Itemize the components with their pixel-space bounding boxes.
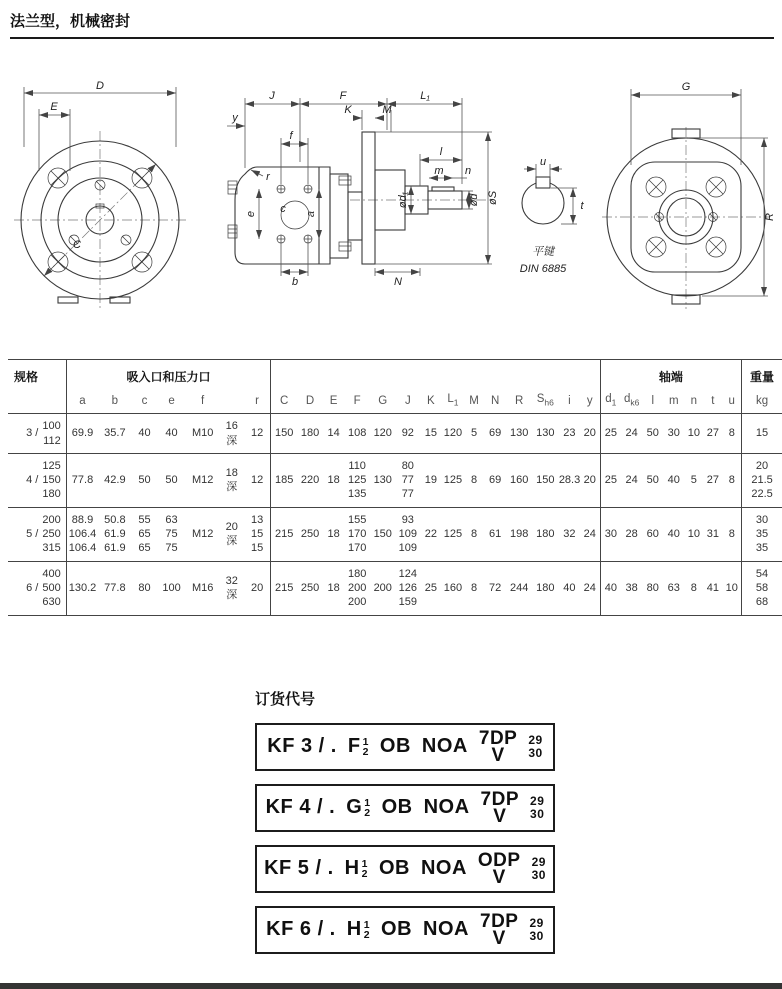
dim-label-C: C bbox=[73, 239, 81, 251]
table-cell: 40 bbox=[138, 427, 151, 440]
spec-sizes: 100 112 bbox=[42, 420, 61, 447]
table-cell: 50 bbox=[138, 474, 151, 487]
dim-label-t: t bbox=[580, 200, 584, 212]
fraction-numerator: 1 bbox=[361, 857, 368, 870]
table-cell: 50.8 61.9 61.9 bbox=[104, 513, 126, 555]
dim-label-c: c bbox=[280, 203, 286, 215]
table-row bbox=[8, 561, 782, 615]
order-section bbox=[255, 688, 782, 954]
table-cell: 27 bbox=[706, 474, 720, 487]
table-header: K bbox=[427, 395, 435, 408]
table-cell: 40 bbox=[165, 427, 178, 440]
table-cell: 215 bbox=[275, 581, 294, 594]
table-cell: 24 bbox=[625, 474, 638, 487]
rear-centerlines bbox=[602, 127, 770, 309]
table-cell: 19 bbox=[424, 474, 438, 487]
dim-label-K: K bbox=[344, 104, 352, 116]
table-cell: 8 bbox=[690, 581, 697, 594]
table-cell: 24 bbox=[580, 507, 600, 561]
table-cell: 160 bbox=[443, 581, 463, 594]
technical-drawings bbox=[0, 39, 782, 339]
table-cell: 180 bbox=[300, 427, 320, 440]
number-bottom: 30 bbox=[528, 745, 543, 760]
table-cell: M12 bbox=[191, 474, 214, 487]
table-cell: 16 深 bbox=[225, 420, 238, 447]
dim-label-L1: L₁ bbox=[420, 90, 430, 102]
stack-top: 7DP bbox=[478, 727, 518, 749]
fraction-numerator: 1 bbox=[364, 796, 371, 809]
table-cell: 14 bbox=[327, 427, 340, 440]
spec-prefix: 3 / bbox=[26, 427, 39, 440]
table-header: u bbox=[722, 391, 741, 414]
table-cell: 20 21.5 22.5 bbox=[751, 459, 773, 501]
table-cell: 8 bbox=[722, 453, 741, 507]
order-code-letter: H bbox=[346, 918, 362, 941]
table-header bbox=[271, 360, 600, 392]
table-cell: 63 bbox=[667, 581, 680, 594]
table-cell: 40 bbox=[667, 528, 680, 541]
table-cell: M12 bbox=[191, 528, 214, 541]
spec-sizes: 125 150 180 bbox=[42, 459, 61, 501]
table-header: E bbox=[329, 395, 338, 408]
number-top: 29 bbox=[531, 854, 546, 869]
table-cell: 41 bbox=[706, 581, 720, 594]
page-footer-bar bbox=[0, 983, 782, 989]
table-row bbox=[8, 507, 782, 561]
table-header: C bbox=[280, 395, 289, 408]
order-code-fraction bbox=[362, 859, 368, 879]
key-caption-line1: 平键 bbox=[532, 246, 554, 258]
dim-label-y: y bbox=[232, 112, 238, 124]
spec-prefix: 4 / bbox=[26, 474, 39, 487]
table-cell: 12 bbox=[244, 453, 271, 507]
table-cell: 120 bbox=[443, 427, 463, 440]
table-cell: 250 bbox=[300, 528, 320, 541]
order-code-valve-stack bbox=[480, 910, 519, 949]
table-cell: 20 bbox=[580, 414, 600, 454]
dim-label-e: e bbox=[245, 210, 257, 218]
order-code-box bbox=[255, 723, 555, 771]
table-cell: 120 bbox=[373, 427, 392, 440]
table-cell: 150 bbox=[373, 528, 392, 541]
stack-top: 7DP bbox=[480, 788, 520, 810]
table-cell: 25 bbox=[424, 581, 438, 594]
dim-label-R: R bbox=[764, 213, 776, 221]
table-cell: 180 bbox=[536, 528, 555, 541]
rear-view-drawing bbox=[598, 65, 780, 313]
table-cell: 69 bbox=[488, 427, 502, 440]
table-header: $d_{k6}$ bbox=[623, 393, 640, 408]
order-code-bearing: NOA bbox=[420, 857, 467, 880]
table-cell: 108 bbox=[347, 427, 367, 440]
dim-label-E: E bbox=[50, 101, 58, 113]
centerlines bbox=[14, 131, 188, 309]
order-code-prefix: KF 4 / . bbox=[265, 796, 336, 819]
table-cell: 8 bbox=[470, 581, 478, 594]
stack-bottom: V bbox=[492, 866, 506, 888]
table-cell: 180 bbox=[536, 581, 555, 594]
fraction-denominator: 2 bbox=[364, 806, 371, 819]
table-cell: 50 bbox=[165, 474, 178, 487]
table-header: 轴端 bbox=[600, 360, 742, 392]
order-code-letter: G bbox=[346, 796, 363, 819]
table-cell: M16 bbox=[191, 581, 214, 594]
table-header: n bbox=[690, 395, 698, 408]
table-cell: 23 bbox=[563, 427, 576, 440]
table-header: G bbox=[378, 395, 388, 408]
table-cell: 25 bbox=[604, 427, 617, 440]
table-cell: 63 75 75 bbox=[165, 513, 178, 555]
table-cell: 12 bbox=[244, 414, 271, 454]
table-header: N bbox=[490, 395, 500, 408]
table-cell: 35.7 bbox=[104, 427, 126, 440]
table-header: f bbox=[201, 395, 205, 408]
number-top: 29 bbox=[529, 915, 544, 930]
table-cell: 25 bbox=[604, 474, 617, 487]
table-header: t bbox=[711, 395, 715, 408]
table-header: 规格 bbox=[8, 360, 66, 414]
stack-bottom: V bbox=[491, 744, 505, 766]
table-cell: 40 bbox=[604, 581, 617, 594]
table-row bbox=[8, 453, 782, 507]
table-cell: 77.8 bbox=[71, 474, 94, 487]
table-cell: 150 bbox=[536, 474, 555, 487]
table-cell: 28.3 bbox=[558, 474, 581, 487]
table-header: y bbox=[580, 391, 600, 414]
table-cell: 55 65 65 bbox=[138, 513, 151, 555]
table-cell: 32 bbox=[563, 528, 576, 541]
number-bottom: 30 bbox=[530, 806, 545, 821]
table-cell: 80 bbox=[138, 581, 151, 594]
table-cell: 8 bbox=[470, 474, 478, 487]
order-code-box bbox=[255, 845, 555, 893]
table-cell: 15 bbox=[755, 427, 769, 440]
order-codes-heading: 订货代号 bbox=[255, 690, 316, 708]
page-title: 法兰型，机械密封 bbox=[10, 10, 774, 39]
key-dimensions bbox=[520, 156, 585, 275]
table-cell: 15 bbox=[424, 427, 438, 440]
table-cell: 61 bbox=[488, 528, 502, 541]
table-header: 重量 bbox=[750, 370, 775, 384]
order-code-valve-stack bbox=[480, 788, 520, 827]
table-cell: 30 bbox=[604, 528, 617, 541]
table-cell: 124 126 159 bbox=[398, 567, 417, 609]
table-header: b bbox=[111, 395, 119, 408]
table-cell: 50 bbox=[646, 427, 659, 440]
order-code-letter: H bbox=[344, 857, 360, 880]
stack-top: ODP bbox=[477, 849, 521, 871]
table-cell: 130 bbox=[373, 474, 392, 487]
table-cell: 130 bbox=[510, 427, 529, 440]
table-cell: 69.9 bbox=[71, 427, 94, 440]
dim-label-M: M bbox=[382, 104, 392, 116]
spec-cell bbox=[8, 561, 66, 615]
number-bottom: 30 bbox=[529, 928, 544, 943]
table-cell: 150 bbox=[275, 427, 294, 440]
table-cell: 250 bbox=[300, 581, 320, 594]
dim-label-S: øS bbox=[487, 190, 499, 206]
number-top: 29 bbox=[530, 793, 545, 808]
spec-prefix: 5 / bbox=[26, 528, 39, 541]
table-cell: 5 bbox=[470, 427, 478, 440]
table-cell: 18 深 bbox=[225, 467, 238, 494]
table-cell: 200 bbox=[373, 581, 392, 594]
spec-sizes: 200 250 315 bbox=[42, 513, 61, 555]
fraction-denominator: 2 bbox=[361, 867, 368, 880]
dim-label-d: ød bbox=[468, 193, 480, 207]
order-code-letter: F bbox=[347, 735, 361, 758]
fraction-numerator: 1 bbox=[362, 735, 369, 748]
front-view-drawing bbox=[6, 65, 201, 313]
table-header: l bbox=[651, 395, 654, 408]
order-code-fraction bbox=[364, 920, 370, 940]
table-cell: 69 bbox=[488, 474, 502, 487]
table-cell: 100 bbox=[162, 581, 181, 594]
table-header: i bbox=[568, 395, 571, 408]
side-dimensions bbox=[227, 90, 499, 288]
dim-label-F: F bbox=[339, 90, 347, 102]
table-header: R bbox=[515, 395, 524, 408]
order-code-numbers bbox=[529, 917, 543, 943]
table-cell: 20 深 bbox=[225, 520, 238, 548]
table-cell: 244 bbox=[510, 581, 529, 594]
key-shape bbox=[522, 177, 564, 224]
order-code-bearing: NOA bbox=[423, 796, 470, 819]
table-cell: 24 bbox=[580, 561, 600, 615]
table-cell: 220 bbox=[300, 474, 320, 487]
order-code-list bbox=[255, 723, 782, 954]
table-header: D bbox=[305, 395, 315, 408]
table-cell: 88.9 106.4 106.4 bbox=[68, 513, 97, 555]
table-header: c bbox=[141, 395, 148, 408]
table-cell: 10 bbox=[687, 528, 700, 541]
table-cell: 8 bbox=[470, 528, 478, 541]
order-code-numbers bbox=[532, 856, 546, 882]
dim-label-u: u bbox=[539, 156, 547, 168]
fraction-denominator: 2 bbox=[363, 928, 371, 941]
table-header: a bbox=[79, 395, 86, 408]
number-bottom: 30 bbox=[531, 867, 546, 882]
side-view-drawing bbox=[215, 82, 505, 300]
order-code-box bbox=[255, 906, 555, 954]
table-cell: 185 bbox=[275, 474, 294, 487]
table-cell: 50 bbox=[646, 474, 659, 487]
table-cell: 54 58 68 bbox=[755, 567, 769, 609]
order-code-size-group bbox=[348, 735, 369, 758]
rear-dimensions bbox=[631, 81, 776, 296]
order-code-fraction bbox=[364, 798, 370, 818]
table-cell: 10 bbox=[687, 427, 700, 440]
table-cell: 130 bbox=[536, 427, 555, 440]
stack-bottom: V bbox=[492, 927, 506, 949]
dim-label-G: G bbox=[681, 81, 691, 93]
order-code-seal: OB bbox=[379, 735, 411, 758]
dim-label-d1: ød₁ bbox=[397, 191, 409, 209]
table-cell: 10 bbox=[722, 561, 741, 615]
order-code-numbers bbox=[530, 795, 544, 821]
table-cell: 31 bbox=[706, 528, 720, 541]
stack-bottom: V bbox=[493, 805, 507, 827]
order-code-fraction bbox=[363, 737, 369, 757]
table-cell: 60 bbox=[646, 528, 659, 541]
number-top: 29 bbox=[528, 732, 543, 747]
table-header: 吸入口和压力口 bbox=[66, 360, 271, 392]
table-cell: 77.8 bbox=[104, 581, 126, 594]
table-header: $d_1$ bbox=[605, 393, 617, 408]
dim-label-r: r bbox=[266, 171, 270, 183]
table-cell: 20 bbox=[244, 561, 271, 615]
order-code-size-group bbox=[345, 857, 368, 880]
order-code-valve-stack bbox=[477, 849, 521, 888]
table-cell: M10 bbox=[191, 427, 214, 440]
spec-sizes: 400 500 630 bbox=[42, 567, 61, 609]
table-cell: 40 bbox=[563, 581, 576, 594]
fraction-denominator: 2 bbox=[362, 745, 369, 758]
table-cell: 18 bbox=[327, 581, 340, 594]
order-code-numbers bbox=[528, 734, 542, 760]
order-code-prefix: KF 3 / . bbox=[267, 735, 337, 758]
dim-label-D: D bbox=[96, 80, 104, 92]
dim-label-l: l bbox=[439, 146, 443, 158]
fraction-numerator: 1 bbox=[363, 918, 371, 931]
table-cell: 40 bbox=[667, 474, 680, 487]
order-code-size-group bbox=[346, 796, 370, 819]
dim-label-m: m bbox=[434, 165, 444, 177]
table-cell: 155 170 170 bbox=[347, 513, 367, 555]
table-cell: 125 bbox=[443, 474, 463, 487]
dim-label-a: a bbox=[305, 210, 317, 218]
table-cell: 27 bbox=[706, 427, 720, 440]
dim-label-N: N bbox=[394, 276, 402, 288]
order-code-size-group bbox=[347, 918, 370, 941]
table-header: F bbox=[353, 395, 361, 408]
table-row bbox=[8, 414, 782, 454]
table-header: kg bbox=[755, 395, 769, 408]
table-header: J bbox=[404, 395, 411, 408]
order-code-prefix: KF 6 / . bbox=[266, 918, 336, 941]
dimension-table bbox=[8, 359, 782, 616]
table-cell: 20 bbox=[580, 453, 600, 507]
table-cell: 8 bbox=[722, 507, 741, 561]
pump-body bbox=[235, 132, 462, 264]
table-cell: 24 bbox=[625, 427, 638, 440]
table-header: $S_{h6}$ bbox=[536, 393, 554, 408]
table-header bbox=[220, 391, 244, 414]
order-code-seal: OB bbox=[378, 857, 410, 880]
table-cell: 125 bbox=[443, 528, 463, 541]
dim-label-b: b bbox=[291, 276, 299, 288]
table-cell: 38 bbox=[625, 581, 638, 594]
spec-cell bbox=[8, 507, 66, 561]
table-header: $L_1$ bbox=[447, 393, 459, 408]
dim-label-n: n bbox=[464, 165, 472, 177]
table-cell: 5 bbox=[690, 474, 697, 487]
table-cell: 215 bbox=[275, 528, 294, 541]
table-cell: 72 bbox=[488, 581, 502, 594]
table-header: r bbox=[244, 391, 271, 414]
order-code-bearing: NOA bbox=[421, 735, 468, 758]
table-cell: 18 bbox=[327, 528, 340, 541]
table-cell: 110 125 135 bbox=[347, 459, 367, 501]
table-cell: 92 bbox=[401, 427, 414, 440]
table-cell: 80 bbox=[646, 581, 659, 594]
table-cell: 160 bbox=[510, 474, 529, 487]
spec-prefix: 6 / bbox=[26, 581, 39, 594]
table-cell: 13 15 15 bbox=[244, 507, 271, 561]
table-cell: 42.9 bbox=[104, 474, 126, 487]
spec-cell bbox=[8, 453, 66, 507]
key-caption-line2: DIN 6885 bbox=[519, 263, 567, 275]
table-cell: 30 bbox=[667, 427, 680, 440]
table-cell: 180 200 200 bbox=[347, 567, 367, 609]
table-cell: 93 109 109 bbox=[398, 513, 417, 555]
dim-label-J: J bbox=[269, 90, 275, 102]
order-code-prefix: KF 5 / . bbox=[264, 857, 334, 880]
table-cell: 18 bbox=[327, 474, 340, 487]
table-cell: 8 bbox=[722, 414, 741, 454]
table-cell: 32 深 bbox=[225, 574, 238, 602]
stack-top: 7DP bbox=[480, 910, 519, 932]
key-detail-drawing bbox=[505, 155, 590, 290]
table-cell: 80 77 77 bbox=[401, 459, 414, 501]
order-code-box bbox=[255, 784, 555, 832]
table-header: m bbox=[668, 395, 679, 408]
table-cell: 28 bbox=[625, 528, 638, 541]
order-code-valve-stack bbox=[478, 727, 518, 766]
table-cell: 22 bbox=[424, 528, 438, 541]
order-code-seal: OB bbox=[381, 796, 413, 819]
table-cell: 30 35 35 bbox=[755, 513, 769, 555]
table-cell: 198 bbox=[510, 528, 529, 541]
spec-cell bbox=[8, 414, 66, 454]
order-code-seal: OB bbox=[381, 918, 413, 941]
table-header: e bbox=[168, 395, 175, 408]
order-code-bearing: NOA bbox=[423, 918, 469, 941]
dim-label-f: f bbox=[289, 130, 293, 142]
table-header: M bbox=[469, 395, 479, 408]
table-cell: 130.2 bbox=[68, 581, 97, 594]
